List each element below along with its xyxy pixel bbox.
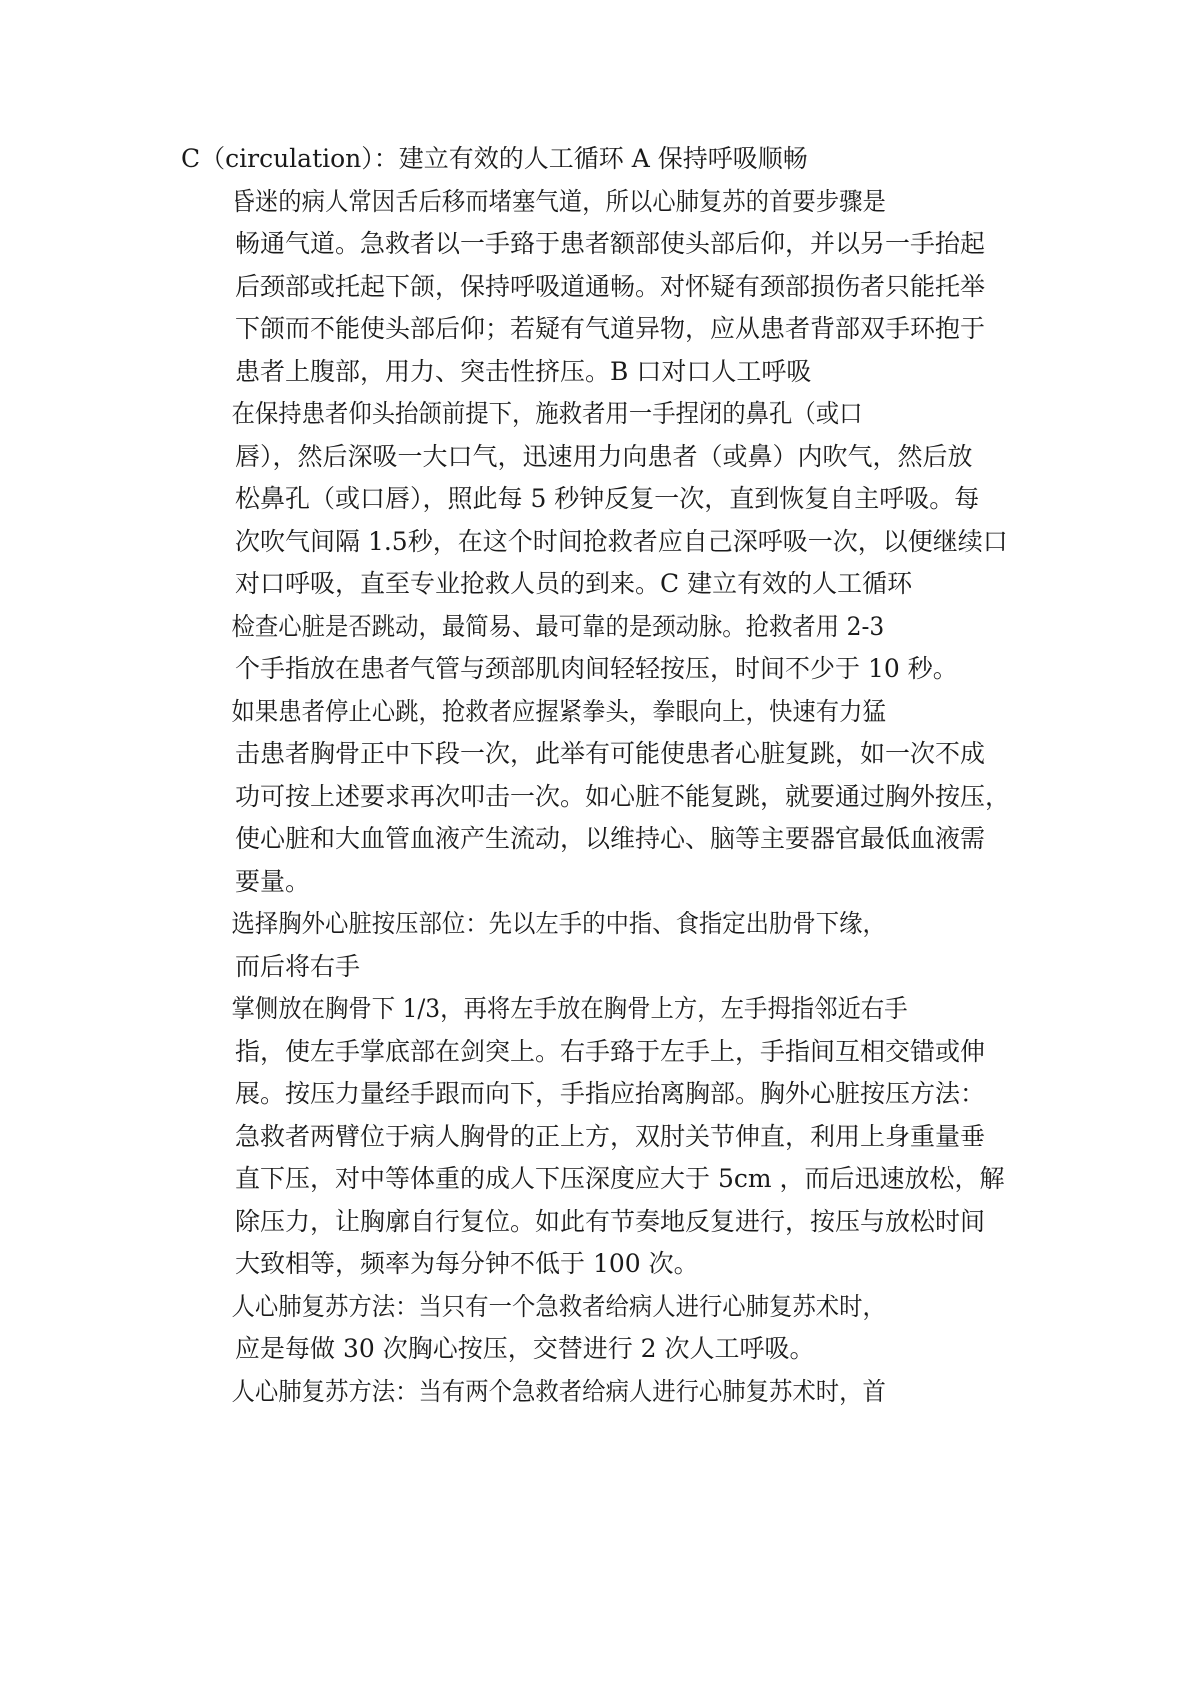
text-line: 唇），然后深吸一大口气，迅速用力向患者（或鼻）内吹气，然后放 — [235, 441, 973, 471]
text-line: 次吹气间隔 1.5秒，在这个时间抢救者应自己深呼吸一次，以便继续口 — [235, 526, 1008, 556]
document-body — [181, 138, 1011, 1413]
text-line: 而后将右手 — [235, 951, 361, 981]
text-line: 大致相等，频率为每分钟不低于 100 次。 — [235, 1249, 699, 1278]
text-line: 后颈部或托起下颌，保持呼吸道通畅。对怀疑有颈部损伤者只能托举 — [235, 271, 986, 301]
text-line: 功可按上述要求再次叩击一次。如心脏不能复跳，就要通过胸外按压， — [235, 781, 1011, 811]
text-line: 选择胸外心脏按压部位：先以左手的中指、食指定出肋骨下缘， — [231, 909, 886, 938]
paragraph — [181, 1286, 1011, 1371]
text-line: 使心脏和大血管血液产生流动，以维持心、脑等主要器官最低血液需 — [235, 824, 986, 853]
text-line: 击患者胸骨正中下段一次，此举有可能使患者心脏复跳，如一次不成 — [235, 739, 986, 768]
text-line: 畅通气道。急救者以一手臵于患者额部使头部后仰，并以另一手抬起 — [235, 229, 986, 258]
paragraph — [181, 903, 1011, 988]
text-line: 急救者两臂位于病人胸骨的正上方，双肘关节伸直，利用上身重量垂 — [235, 1121, 986, 1151]
text-line: 昏迷的病人常因舌后移而堵塞气道，所以心肺复苏的首要步骤是 — [231, 186, 886, 216]
paragraph — [181, 1371, 1011, 1414]
text-line: 在保持患者仰头抬颌前提下，施救者用一手捏闭的鼻孔（或口 — [231, 399, 863, 428]
text-line: 人心肺复苏方法：当有两个急救者给病人进行心肺复苏术时，首 — [231, 1376, 886, 1406]
paragraph — [181, 138, 1011, 181]
paragraph — [181, 691, 1011, 904]
text-line: 指，使左手掌底部在剑突上。右手臵于左手上，手指间互相交错或伸 — [235, 1036, 986, 1066]
text-line: 个手指放在患者气管与颈部肌肉间轻轻按压，时间不少于 10 秒。 — [235, 654, 958, 683]
text-line: 展。按压力量经手跟而向下，手指应抬离胸部。胸外心脏按压方法： — [235, 1079, 986, 1108]
paragraph — [181, 181, 1011, 394]
text-line: 直下压，对中等体重的成人下压深度应大于 5cm ，而后迅速放松，解 — [235, 1164, 1005, 1193]
text-line: 除压力，让胸廓自行复位。如此有节奏地反复进行，按压与放松时间 — [235, 1206, 986, 1236]
text-line: 要量。 — [235, 866, 311, 896]
text-line: C（circulation）：建立有效的人工循环 A 保持呼吸顺畅 — [181, 144, 808, 173]
paragraph — [181, 988, 1011, 1286]
text-line: 松鼻孔（或口唇），照此每 5 秒钟反复一次，直到恢复自主呼吸。每 — [235, 484, 980, 513]
text-line: 检查心脏是否跳动，最简易、最可靠的是颈动脉。抢救者用 2-3 — [231, 611, 885, 641]
text-line: 应是每做 30 次胸心按压，交替进行 2 次人工呼吸。 — [235, 1334, 815, 1363]
paragraph — [181, 606, 1011, 691]
text-line: 掌侧放在胸骨下 1/3，再将左手放在胸骨上方，左手拇指邻近右手 — [231, 994, 908, 1023]
text-line: 人心肺复苏方法：当只有一个急救者给病人进行心肺复苏术时， — [231, 1291, 886, 1321]
text-line: 对口呼吸，直至专业抢救人员的到来。C 建立有效的人工循环 — [235, 569, 913, 598]
text-line: 下颌而不能使头部后仰；若疑有气道异物，应从患者背部双手环抱于 — [235, 314, 986, 343]
paragraph — [181, 393, 1011, 606]
text-line: 患者上腹部，用力、突击性挤压。B 口对口人工呼吸 — [235, 356, 812, 386]
text-line: 如果患者停止心跳，抢救者应握紧拳头，拳眼向上，快速有力猛 — [231, 696, 886, 726]
